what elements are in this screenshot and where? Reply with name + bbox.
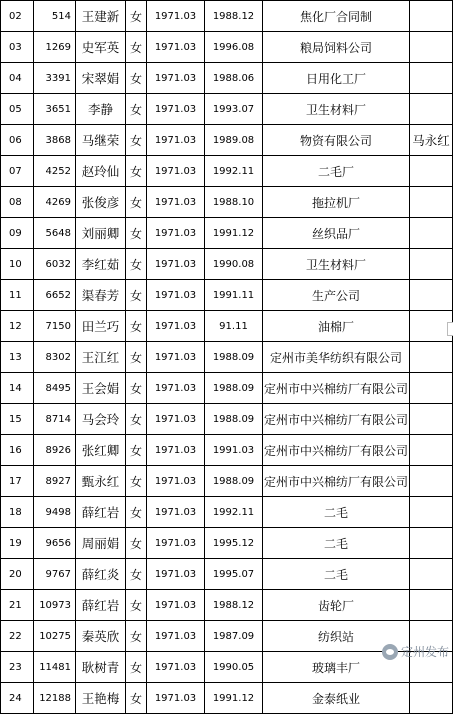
row-work-date: 1992.11 xyxy=(205,156,263,187)
row-work-date: 1990.08 xyxy=(205,249,263,280)
row-company: 定州市中兴棉纺厂有限公司 xyxy=(263,373,410,404)
row-name: 李红茹 xyxy=(76,249,126,280)
row-seq: 16 xyxy=(1,435,34,466)
table-row xyxy=(1,373,453,404)
row-birth-date: 1971.03 xyxy=(147,404,205,435)
row-work-date: 1995.12 xyxy=(205,528,263,559)
row-gender: 女 xyxy=(126,466,147,497)
row-birth-date: 1971.03 xyxy=(147,559,205,590)
row-work-date: 1988.06 xyxy=(205,63,263,94)
table-row xyxy=(1,94,453,125)
row-id: 3391 xyxy=(34,63,76,94)
row-name: 甄永红 xyxy=(76,466,126,497)
row-seq: 05 xyxy=(1,94,34,125)
row-work-date: 1991.12 xyxy=(205,683,263,714)
table-row xyxy=(1,466,453,497)
row-id: 12188 xyxy=(34,683,76,714)
row-id: 8302 xyxy=(34,342,76,373)
row-company: 二毛 xyxy=(263,559,410,590)
wechat-icon xyxy=(382,644,398,660)
row-name: 李静 xyxy=(76,94,126,125)
row-gender: 女 xyxy=(126,63,147,94)
row-extra xyxy=(410,342,453,373)
row-name: 王江红 xyxy=(76,342,126,373)
row-company: 齿轮厂 xyxy=(263,590,410,621)
row-name: 渠春芳 xyxy=(76,280,126,311)
table-row xyxy=(1,1,453,32)
row-company: 定州市中兴棉纺厂有限公司 xyxy=(263,435,410,466)
row-name: 王会娟 xyxy=(76,373,126,404)
row-gender: 女 xyxy=(126,683,147,714)
row-gender: 女 xyxy=(126,218,147,249)
row-id: 6652 xyxy=(34,280,76,311)
row-work-date: 1992.11 xyxy=(205,497,263,528)
row-work-date: 1988.12 xyxy=(205,1,263,32)
row-extra xyxy=(410,156,453,187)
row-extra xyxy=(410,466,453,497)
row-birth-date: 1971.03 xyxy=(147,94,205,125)
row-seq: 17 xyxy=(1,466,34,497)
row-birth-date: 1971.03 xyxy=(147,342,205,373)
row-work-date: 1990.05 xyxy=(205,652,263,683)
row-name: 薛红岩 xyxy=(76,497,126,528)
row-name: 田兰巧 xyxy=(76,311,126,342)
row-extra xyxy=(410,683,453,714)
row-company: 丝织品厂 xyxy=(263,218,410,249)
row-id: 3651 xyxy=(34,94,76,125)
row-company: 二毛厂 xyxy=(263,156,410,187)
row-id: 4269 xyxy=(34,187,76,218)
row-seq: 08 xyxy=(1,187,34,218)
row-gender: 女 xyxy=(126,1,147,32)
row-company: 日用化工厂 xyxy=(263,63,410,94)
table-row xyxy=(1,32,453,63)
row-gender: 女 xyxy=(126,32,147,63)
row-id: 6032 xyxy=(34,249,76,280)
row-birth-date: 1971.03 xyxy=(147,187,205,218)
table-row xyxy=(1,528,453,559)
row-company: 纺织站 xyxy=(263,621,410,652)
row-extra xyxy=(410,590,453,621)
row-gender: 女 xyxy=(126,94,147,125)
row-seq: 12 xyxy=(1,311,34,342)
row-birth-date: 1971.03 xyxy=(147,435,205,466)
row-seq: 15 xyxy=(1,404,34,435)
row-id: 10973 xyxy=(34,590,76,621)
row-birth-date: 1971.03 xyxy=(147,280,205,311)
row-name: 刘丽卿 xyxy=(76,218,126,249)
row-company: 玻璃丰厂 xyxy=(263,652,410,683)
row-company: 定州市美华纺织有限公司 xyxy=(263,342,410,373)
row-seq: 04 xyxy=(1,63,34,94)
row-name: 薛红岩 xyxy=(76,590,126,621)
row-extra xyxy=(410,280,453,311)
row-birth-date: 1971.03 xyxy=(147,652,205,683)
row-work-date: 1989.08 xyxy=(205,125,263,156)
row-work-date: 1988.09 xyxy=(205,342,263,373)
row-seq: 23 xyxy=(1,652,34,683)
row-extra xyxy=(410,94,453,125)
row-name: 薛红炎 xyxy=(76,559,126,590)
row-work-date: 1988.09 xyxy=(205,466,263,497)
row-id: 7150 xyxy=(34,311,76,342)
row-birth-date: 1971.03 xyxy=(147,63,205,94)
row-seq: 11 xyxy=(1,280,34,311)
row-birth-date: 1971.03 xyxy=(147,125,205,156)
row-id: 3868 xyxy=(34,125,76,156)
row-seq: 24 xyxy=(1,683,34,714)
row-company: 生产公司 xyxy=(263,280,410,311)
row-id: 1269 xyxy=(34,32,76,63)
row-name: 张俊彦 xyxy=(76,187,126,218)
row-extra xyxy=(410,404,453,435)
row-birth-date: 1971.03 xyxy=(147,373,205,404)
row-name: 王建新 xyxy=(76,1,126,32)
row-name: 赵玲仙 xyxy=(76,156,126,187)
row-gender: 女 xyxy=(126,528,147,559)
table-row xyxy=(1,249,453,280)
table-row xyxy=(1,590,453,621)
row-name: 张红卿 xyxy=(76,435,126,466)
table-body xyxy=(1,1,453,714)
row-work-date: 1987.09 xyxy=(205,621,263,652)
row-gender: 女 xyxy=(126,559,147,590)
row-extra xyxy=(410,218,453,249)
row-seq: 20 xyxy=(1,559,34,590)
table-row xyxy=(1,342,453,373)
row-seq: 06 xyxy=(1,125,34,156)
row-gender: 女 xyxy=(126,187,147,218)
row-seq: 03 xyxy=(1,32,34,63)
row-seq: 10 xyxy=(1,249,34,280)
row-birth-date: 1971.03 xyxy=(147,466,205,497)
row-name: 秦英欣 xyxy=(76,621,126,652)
row-id: 10275 xyxy=(34,621,76,652)
row-work-date: 1991.11 xyxy=(205,280,263,311)
row-birth-date: 1971.03 xyxy=(147,590,205,621)
table-row xyxy=(1,63,453,94)
row-name: 宋翠娟 xyxy=(76,63,126,94)
row-name: 周丽娟 xyxy=(76,528,126,559)
table-row xyxy=(1,125,453,156)
row-extra xyxy=(410,528,453,559)
row-id: 4252 xyxy=(34,156,76,187)
row-seq: 19 xyxy=(1,528,34,559)
row-work-date: 1995.07 xyxy=(205,559,263,590)
row-birth-date: 1971.03 xyxy=(147,497,205,528)
row-name: 马继荣 xyxy=(76,125,126,156)
row-id: 9656 xyxy=(34,528,76,559)
row-name: 王艳梅 xyxy=(76,683,126,714)
row-name: 史军英 xyxy=(76,32,126,63)
row-work-date: 1988.09 xyxy=(205,373,263,404)
row-id: 11481 xyxy=(34,652,76,683)
row-gender: 女 xyxy=(126,342,147,373)
row-company: 定州市中兴棉纺厂有限公司 xyxy=(263,466,410,497)
row-company: 二毛 xyxy=(263,528,410,559)
row-id: 5648 xyxy=(34,218,76,249)
row-gender: 女 xyxy=(126,652,147,683)
row-company: 金泰纸业 xyxy=(263,683,410,714)
row-gender: 女 xyxy=(126,590,147,621)
row-company: 焦化厂合同制 xyxy=(263,1,410,32)
row-work-date: 1988.12 xyxy=(205,590,263,621)
table-row xyxy=(1,311,453,342)
row-work-date: 1988.10 xyxy=(205,187,263,218)
row-gender: 女 xyxy=(126,497,147,528)
row-birth-date: 1971.03 xyxy=(147,249,205,280)
row-birth-date: 1971.03 xyxy=(147,1,205,32)
row-birth-date: 1971.03 xyxy=(147,683,205,714)
row-id: 514 xyxy=(34,1,76,32)
table-row xyxy=(1,497,453,528)
row-extra xyxy=(410,63,453,94)
row-birth-date: 1971.03 xyxy=(147,156,205,187)
row-work-date: 1991.12 xyxy=(205,218,263,249)
row-gender: 女 xyxy=(126,621,147,652)
row-name: 马会玲 xyxy=(76,404,126,435)
row-extra: 马永红 xyxy=(410,125,453,156)
row-id: 9498 xyxy=(34,497,76,528)
row-gender: 女 xyxy=(126,404,147,435)
table-row xyxy=(1,218,453,249)
row-birth-date: 1971.03 xyxy=(147,621,205,652)
table-row xyxy=(1,435,453,466)
table-row xyxy=(1,280,453,311)
row-seq: 21 xyxy=(1,590,34,621)
row-seq: 09 xyxy=(1,218,34,249)
row-seq: 13 xyxy=(1,342,34,373)
row-company: 卫生材料厂 xyxy=(263,94,410,125)
table-row xyxy=(1,187,453,218)
row-company: 物资有限公司 xyxy=(263,125,410,156)
row-extra xyxy=(410,32,453,63)
row-gender: 女 xyxy=(126,125,147,156)
table-row xyxy=(1,683,453,714)
row-birth-date: 1971.03 xyxy=(147,311,205,342)
row-extra xyxy=(410,497,453,528)
row-birth-date: 1971.03 xyxy=(147,218,205,249)
watermark-text: 定州发布 xyxy=(400,645,449,659)
row-gender: 女 xyxy=(126,156,147,187)
row-company: 二毛 xyxy=(263,497,410,528)
row-extra xyxy=(410,187,453,218)
row-work-date: 1991.03 xyxy=(205,435,263,466)
row-company: 定州市中兴棉纺厂有限公司 xyxy=(263,404,410,435)
row-company: 卫生材料厂 xyxy=(263,249,410,280)
row-id: 8927 xyxy=(34,466,76,497)
row-seq: 18 xyxy=(1,497,34,528)
row-company: 粮局饲料公司 xyxy=(263,32,410,63)
table-row xyxy=(1,156,453,187)
table-row xyxy=(1,404,453,435)
row-work-date: 91.11 xyxy=(205,311,263,342)
row-seq: 14 xyxy=(1,373,34,404)
row-company: 油棉厂 xyxy=(263,311,410,342)
row-id: 8495 xyxy=(34,373,76,404)
row-name: 耿树青 xyxy=(76,652,126,683)
row-gender: 女 xyxy=(126,373,147,404)
row-work-date: 1988.09 xyxy=(205,404,263,435)
row-company: 拖拉机厂 xyxy=(263,187,410,218)
watermark xyxy=(382,643,449,660)
table-row xyxy=(1,559,453,590)
row-extra xyxy=(410,1,453,32)
row-seq: 02 xyxy=(1,1,34,32)
scrollbar-handle[interactable] xyxy=(447,322,453,336)
row-seq: 07 xyxy=(1,156,34,187)
row-extra xyxy=(410,373,453,404)
row-gender: 女 xyxy=(126,249,147,280)
row-gender: 女 xyxy=(126,280,147,311)
row-extra xyxy=(410,559,453,590)
row-seq: 22 xyxy=(1,621,34,652)
row-extra xyxy=(410,249,453,280)
row-work-date: 1996.08 xyxy=(205,32,263,63)
row-birth-date: 1971.03 xyxy=(147,528,205,559)
row-work-date: 1993.07 xyxy=(205,94,263,125)
row-gender: 女 xyxy=(126,311,147,342)
row-birth-date: 1971.03 xyxy=(147,32,205,63)
row-gender: 女 xyxy=(126,435,147,466)
row-extra xyxy=(410,435,453,466)
row-id: 9767 xyxy=(34,559,76,590)
row-id: 8926 xyxy=(34,435,76,466)
row-id: 8714 xyxy=(34,404,76,435)
